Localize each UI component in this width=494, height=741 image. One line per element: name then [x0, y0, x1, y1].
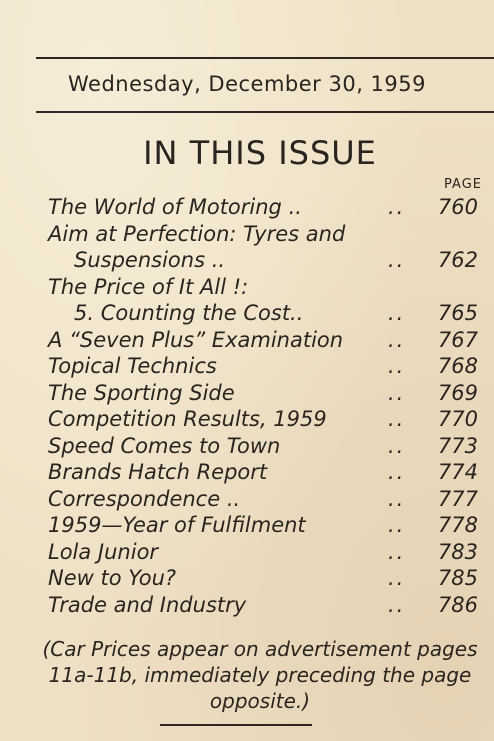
- issue-date: Wednesday, December 30, 1959: [67, 72, 427, 96]
- toc-page-number: 768: [437, 354, 478, 378]
- toc-page-number: 773: [437, 433, 478, 458]
- toc-entry-line: [0, 220, 494, 248]
- toc-entry-title: 1959—Year of Fulfilment: [48, 513, 306, 537]
- toc-entry-line: [0, 246, 494, 274]
- toc-leader-dots: ..: [388, 354, 406, 378]
- toc-entry-title: Trade and Industry: [48, 592, 247, 617]
- toc-entry-title: Topical Technics: [48, 354, 217, 378]
- toc-entry-line: [0, 432, 494, 460]
- toc-entry-title: The Sporting Side: [48, 380, 235, 405]
- toc-page-number: 778: [437, 513, 478, 537]
- toc-leader-dots: ..: [388, 513, 406, 537]
- toc-leader-dots: ..: [388, 248, 406, 272]
- toc-page-number: 786: [437, 592, 478, 617]
- car-prices-note: (Car Prices appear on advertisement pages 11a-11b, immediately preceding the page opposite.): [42, 637, 478, 713]
- toc-leader-dots: ..: [388, 327, 406, 352]
- toc-entry-line: [0, 458, 494, 486]
- toc-entry-line: [0, 379, 494, 407]
- toc-page-number: 770: [437, 407, 478, 431]
- toc-entry-title: The Price of It All !:: [48, 274, 249, 299]
- toc-leader-dots: ..: [388, 486, 406, 511]
- toc-entry-line: [0, 538, 494, 566]
- bottom-rule: [160, 724, 312, 726]
- toc-page-number: 767: [437, 327, 478, 352]
- toc-leader-dots: ..: [388, 195, 406, 219]
- toc-leader-dots: ..: [388, 407, 406, 431]
- toc-entry-title: The World of Motoring ..: [48, 195, 302, 219]
- toc-leader-dots: ..: [388, 460, 406, 484]
- date-underline-rule: [36, 111, 494, 113]
- toc-entry-title: Brands Hatch Report: [48, 460, 268, 484]
- toc-entry-title: Correspondence ..: [48, 486, 241, 511]
- page-column-label: PAGE: [444, 177, 482, 192]
- toc-entry-title: Speed Comes to Town: [48, 433, 281, 458]
- toc-entry-line: [0, 326, 494, 354]
- toc-leader-dots: ..: [388, 433, 406, 458]
- toc-leader-dots: ..: [388, 539, 406, 564]
- toc-entry-title: New to You?: [48, 566, 177, 590]
- toc-entry-title: 5. Counting the Cost..: [74, 301, 304, 325]
- toc-page-number: 774: [437, 460, 478, 484]
- toc-page-number: 777: [437, 486, 478, 511]
- toc-page-number: 762: [437, 248, 478, 272]
- top-rule: [36, 57, 494, 59]
- toc-leader-dots: ..: [388, 380, 406, 405]
- toc-leader-dots: ..: [388, 301, 406, 325]
- section-heading: IN THIS ISSUE: [143, 134, 377, 172]
- toc-page-number: 785: [437, 566, 478, 590]
- toc-entry-line: [0, 352, 494, 380]
- toc-entry-title: Suspensions ..: [74, 248, 226, 272]
- toc-page-number: 760: [437, 195, 478, 219]
- toc-entry-title: Aim at Perfection: Tyres and: [48, 221, 346, 246]
- toc-entry-line: [0, 511, 494, 539]
- toc-entry-title: Lola Junior: [48, 539, 159, 564]
- toc-entry-line: [0, 564, 494, 592]
- toc-entry-line: [0, 485, 494, 513]
- toc-entry-title: A “Seven Plus” Examination: [48, 327, 344, 352]
- toc-leader-dots: ..: [388, 592, 406, 617]
- toc-entry-line: [0, 193, 494, 221]
- toc-entry-line: [0, 273, 494, 301]
- toc-entry-title: Competition Results, 1959: [48, 407, 327, 431]
- toc-entry-line: [0, 405, 494, 433]
- toc-entry-line: [0, 591, 494, 619]
- toc-leader-dots: ..: [388, 566, 406, 590]
- toc-entry-line: [0, 299, 494, 327]
- toc-page-number: 765: [437, 301, 478, 325]
- toc-page-number: 769: [437, 380, 478, 405]
- toc-page-number: 783: [437, 539, 478, 564]
